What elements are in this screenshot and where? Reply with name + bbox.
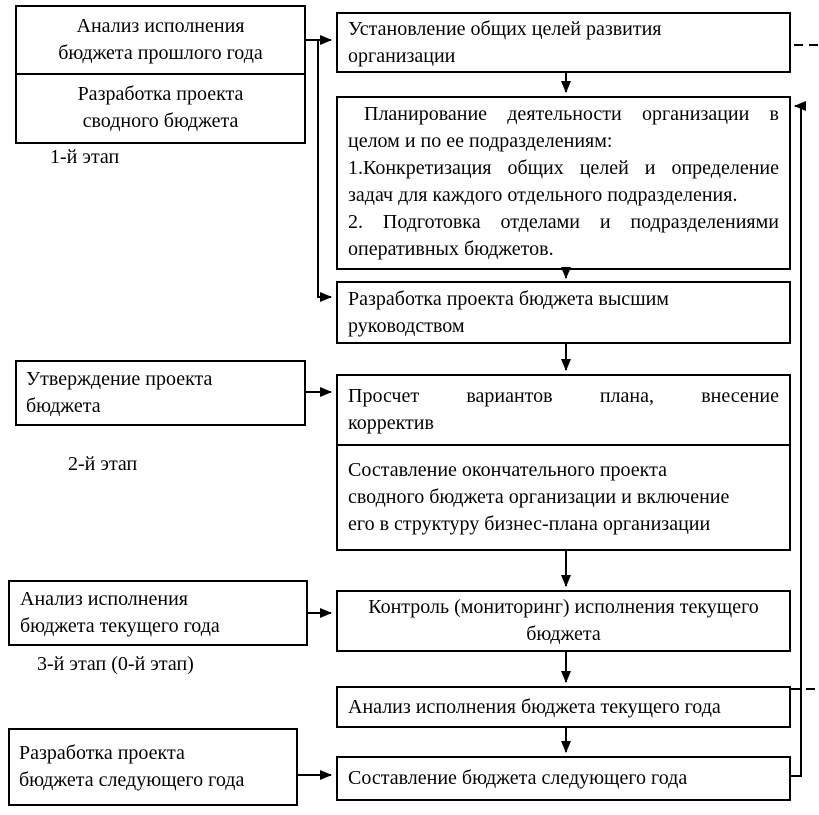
box-analysis-current-year-budget-left xyxy=(8,580,308,646)
stage-1-label: 1-й этап xyxy=(50,146,120,168)
text-line: Утверждение проекта xyxy=(26,368,213,390)
text-line: Просчет вариантов плана, внесение xyxy=(348,385,779,407)
text-line: 2. Подготовка отделами и подразделениями xyxy=(348,211,779,233)
box-analysis-previous-year-budget xyxy=(17,7,304,75)
box-budget-approval xyxy=(15,360,306,426)
box-stage1-group xyxy=(15,5,306,144)
text-line: Составление окончательного проекта xyxy=(348,459,667,481)
text-line: Контроль (мониторинг) исполнения текущего xyxy=(368,596,759,618)
text-line: Анализ исполнения xyxy=(20,588,188,610)
text-line: 1.Конкретизация общих целей и определение xyxy=(348,157,779,179)
text-line: бюджета xyxy=(526,623,601,645)
text-line: Разработка проекта xyxy=(77,83,244,106)
text-line: руководством xyxy=(348,314,465,337)
box-draft-next-year-budget xyxy=(8,728,298,806)
text-line: корректив xyxy=(348,412,434,434)
text-line: задач для каждого отдельного подразделения. xyxy=(348,184,738,206)
stage-3-label: 3-й этап (0-й этап) xyxy=(37,653,194,675)
text-line: сводного бюджета организации и включение xyxy=(348,486,730,508)
text-line: Составление бюджета следующего года xyxy=(348,767,688,789)
box-planning-activities xyxy=(336,96,791,270)
text-line: Установление общих целей развития xyxy=(348,17,662,40)
text-line: бюджета xyxy=(26,395,101,417)
box-final-consolidated-draft xyxy=(336,444,791,551)
text-line: Планирование деятельности организации в xyxy=(364,103,779,125)
box-plan-variants-calculation xyxy=(336,374,791,446)
text-line: оперативных бюджетов. xyxy=(348,238,554,260)
text-line: бюджета прошлого года xyxy=(58,41,263,64)
box-draft-consolidated-budget xyxy=(17,75,304,143)
box-next-year-budget xyxy=(336,756,791,801)
text-line: Разработка проекта бюджета высшим xyxy=(348,287,669,310)
stage-2-label: 2-й этап xyxy=(68,453,138,475)
text-line: бюджета текущего года xyxy=(20,615,220,637)
text-line: организации xyxy=(348,44,456,67)
text-line: сводного бюджета xyxy=(82,110,239,133)
text-line: бюджета следующего года xyxy=(19,769,245,791)
text-line: Разработка проекта xyxy=(19,742,185,764)
text-line: целом и по ее подразделениям: xyxy=(348,130,613,152)
box-monitoring-current-budget xyxy=(336,590,791,652)
box-set-general-goals xyxy=(336,12,791,73)
text-line: Анализ исполнения бюджета текущего года xyxy=(348,695,721,718)
text-line: Анализ исполнения xyxy=(76,14,245,37)
arrow-branch-to-top-management-draft xyxy=(318,41,331,297)
text-line: его в структуру бизнес-плана организации xyxy=(348,513,711,535)
feedback-loop-to-planning xyxy=(791,106,801,776)
box-top-management-draft xyxy=(336,281,791,344)
box-analysis-current-year-budget-right xyxy=(336,686,791,728)
